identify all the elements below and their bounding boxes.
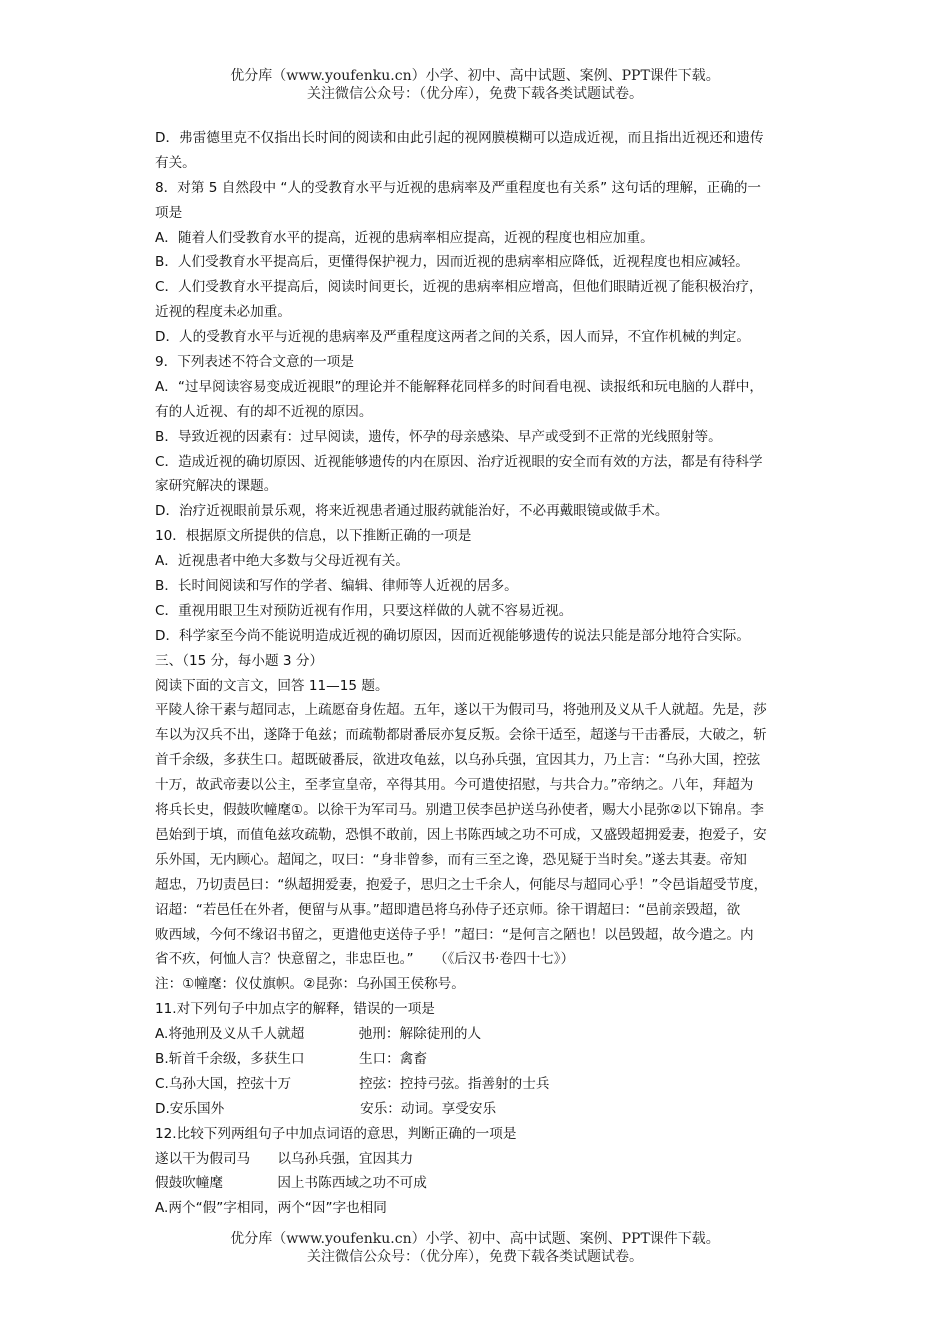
text-line: 平陵人徐干素与超同志，上疏愿奋身佐超。五年，遂以干为假司马，将弛刑及义从千人就超。先是，莎 [155, 702, 767, 719]
text-line: A．随着人们受教育水平的提高，近视的患病率相应提高，近视的程度也相应加重。 [155, 229, 654, 246]
text-line: C．重视用眼卫生对预防近视有作用，只要这样做的人就不容易近视。 [155, 602, 573, 619]
text-line: 三、（15 分，每小题 3 分） [155, 652, 324, 669]
text-line: B.斩首千余级，多获生口 生口：禽畜 [155, 1050, 427, 1067]
text-line: 有的人近视、有的却不近视的原因。 [155, 403, 373, 420]
text-line: C.乌孙大国，控弦十万 控弦：控持弓弦。指善射的士兵 [155, 1075, 550, 1092]
text-line: B．长时间阅读和写作的学者、编辑、律师等人近视的居多。 [155, 578, 518, 595]
text-line: 车以为汉兵不出，遂降于龟兹；而疏勒都尉番辰亦复反叛。会徐干适至，超遂与干击番辰，大破之，斩 [155, 727, 767, 744]
text-line: 注：①幢麾：仪仗旗帜。②昆弥：乌孙国王侯称号。 [155, 976, 465, 993]
text-line: 有关。 [155, 154, 196, 171]
text-line: C．造成近视的确切原因、近视能够遗传的内在原因、治疗近视眼的安全而有效的方法，都是有待科学 [155, 453, 763, 470]
text-line: D.安乐国外 安乐：动词。享受安乐 [155, 1100, 497, 1117]
text-line: 12.比较下列两组句子中加点词语的意思，判断正确的一项是 [155, 1125, 517, 1142]
footer-line-1: 优分库（www.youfenku.cn）小学、初中、高中试题、案例、PPT课件下载。 [230, 1231, 720, 1247]
text-line: A．近视患者中绝大多数与父母近视有关。 [155, 553, 409, 570]
document-body [155, 126, 810, 1221]
text-line: 近视的程度未必加重。 [155, 304, 291, 321]
text-line: D．人的受教育水平与近视的患病率及严重程度这两者之间的关系，因人而异，不宜作机械的判定。 [155, 329, 750, 346]
text-line: 9．下列表述不符合文意的一项是 [155, 354, 354, 371]
text-line: 遂以干为假司马 以乌孙兵强，宜因其力 [155, 1150, 414, 1167]
footer-line-2: 关注微信公众号：（优分库），免费下载各类试题试卷。 [307, 1249, 643, 1265]
page-header [0, 67, 950, 103]
text-line: B．导致近视的因素有：过早阅读，遗传，怀孕的母亲感染、早产或受到不正常的光线照射等。 [155, 428, 722, 445]
text-line: D．弗雷德里克不仅指出长时间的阅读和由此引起的视网膜模糊可以造成近视，而且指出近视还和遗传 [155, 130, 764, 146]
text-line: 省不疚，何恤人言？快意留之，非忠臣也。” （《后汉书·卷四十七》） [155, 951, 575, 968]
text-line: 首千余级，多获生口。超既破番辰，欲进攻龟兹，以乌孙兵强，宜因其力，乃上言：“乌孙大国，控弦 [155, 752, 761, 769]
text-line: C．人们受教育水平提高后，阅读时间更长，近视的患病率相应增高，但他们眼睛近视了能积极治疗， [155, 279, 763, 296]
text-line: D．科学家至今尚不能说明造成近视的确切原因，因而近视能够遗传的说法只能是部分地符合实际。 [155, 627, 750, 644]
text-line: 10．根据原文所提供的信息，以下推断正确的一项是 [155, 528, 472, 545]
text-line: 家研究解决的课题。 [155, 478, 278, 495]
text-line: 乐外国，无内顾心。超闻之，叹曰：“身非曾参，而有三至之谗，恐见疑于当时矣。”遂去其妻。帝知 [155, 851, 747, 868]
text-line: 诏超：“若邑任在外者，便留与从事。”超即遣邑将乌孙侍子还京师。徐干谓超曰：“邑前亲毁超，欲 [155, 901, 741, 918]
text-line: D．治疗近视眼前景乐观，将来近视患者通过服药就能治好，不必再戴眼镜或做手术。 [155, 503, 669, 520]
header-line-2: 关注微信公众号：（优分库），免费下载各类试题试卷。 [307, 86, 643, 102]
text-line: A.两个“假”字相同，两个“因”字也相同 [155, 1200, 387, 1217]
text-line: 11.对下列句子中加点字的解释，错误的一项是 [155, 1001, 435, 1018]
text-line: A.将弛刑及义从千人就超 弛刑：解除徒刑的人 [155, 1026, 482, 1043]
text-line: 项是 [155, 204, 183, 221]
page-footer [0, 1230, 950, 1266]
text-line: A．“过早阅读容易变成近视眼”的理论并不能解释花同样多的时间看电视、读报纸和玩电脑的人群中， [155, 378, 763, 395]
header-line-1: 优分库（www.youfenku.cn）小学、初中、高中试题、案例、PPT课件下载。 [230, 68, 720, 84]
text-line: B．人们受教育水平提高后，更懂得保护视力，因而近视的患病率相应降低，近视程度也相应减轻。 [155, 254, 749, 271]
text-line: 败西域，今何不缘诏书留之，更遣他吏送侍子乎！”超曰：“是何言之陋也！以邑毁超，故今遣之。内 [155, 926, 754, 943]
text-line: 假鼓吹幢麾 因上书陈西域之功不可成 [155, 1175, 427, 1192]
text-line: 邑始到于填，而值龟兹攻疏勒，恐惧不敢前，因上书陈西域之功不可成，又盛毁超拥爱妻，抱爱子，安 [155, 826, 767, 843]
text-line: 阅读下面的文言文，回答 11—15 题。 [155, 677, 389, 694]
text-line: 8．对第 5 自然段中 “人的受教育水平与近视的患病率及严重程度也有关系” 这句话的理解，正确的一 [155, 179, 762, 196]
text-line: 超忠，乃切责邑曰：“纵超拥爱妻，抱爱子，思归之士千余人，何能尽与超同心乎！”令邑诣超受节度， [155, 876, 768, 893]
text-line: 将兵长史，假鼓吹幢麾①。以徐干为军司马。别遣卫侯李邑护送乌孙使者，赐大小昆弥②以下锦帛。李 [155, 802, 764, 819]
text-line: 十万，故武帝妻以公主，至孝宣皇帝，卒得其用。今可遣使招慰，与共合力。”帝纳之。八年，拜超为 [155, 777, 754, 794]
